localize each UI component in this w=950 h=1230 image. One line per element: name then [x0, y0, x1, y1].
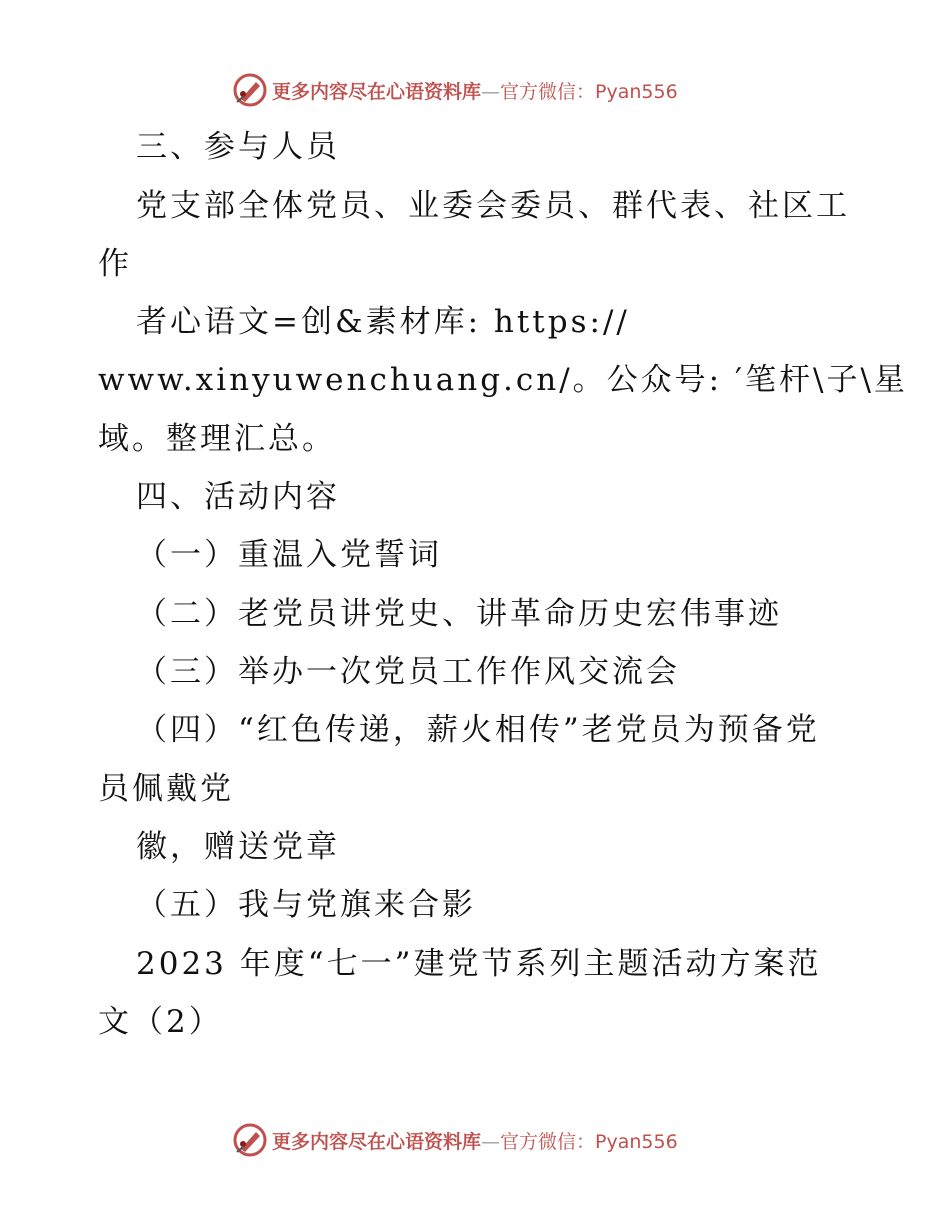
footer-banner-brand: 更多内容尽在心语资料库	[272, 1130, 482, 1153]
body-line: 徽，赠送党章	[136, 829, 340, 865]
body-line: 党支部全体党员、业委会委员、群代表、社区工	[136, 188, 850, 224]
document-title-line: 文（2）	[98, 1004, 223, 1040]
header-banner-dash: —	[481, 80, 501, 103]
pen-nib-logo-icon	[232, 72, 268, 108]
list-item: （三）举办一次党员工作作风交流会	[136, 654, 680, 690]
footer-banner-text	[272, 1127, 678, 1154]
footer-banner	[232, 1120, 678, 1160]
list-item: （四）“红色传递，薪火相传”老党员为预备党	[136, 712, 820, 748]
header-banner-contact: 官方微信：Pyan556	[500, 80, 678, 103]
list-item: （五）我与党旗来合影	[136, 887, 476, 923]
footer-banner-contact: 官方微信：Pyan556	[500, 1130, 678, 1153]
section-heading-participants: 三、参与人员	[136, 129, 340, 165]
list-item: （一）重温入党誓词	[136, 537, 442, 573]
body-line: 者心语文=创&素材库: https://	[136, 304, 630, 340]
section-heading-activities: 四、活动内容	[136, 479, 340, 515]
header-banner-text	[272, 77, 678, 104]
header-banner	[232, 70, 678, 110]
footer-banner-dash: —	[481, 1130, 501, 1153]
list-item: （二）老党员讲党史、讲革命历史宏伟事迹	[136, 596, 782, 632]
body-line: www.xinyuwenchuang.cn/。公众号: ′笔杆\子\星	[98, 362, 908, 398]
header-banner-brand: 更多内容尽在心语资料库	[272, 80, 482, 103]
body-line: 员佩戴党	[98, 771, 234, 807]
pen-nib-logo-icon	[232, 1122, 268, 1158]
document-title-line: 2023 年度“七一”建党节系列主题活动方案范	[136, 946, 822, 982]
body-line: 域。整理汇总。	[98, 421, 336, 457]
body-line: 作	[98, 246, 132, 282]
